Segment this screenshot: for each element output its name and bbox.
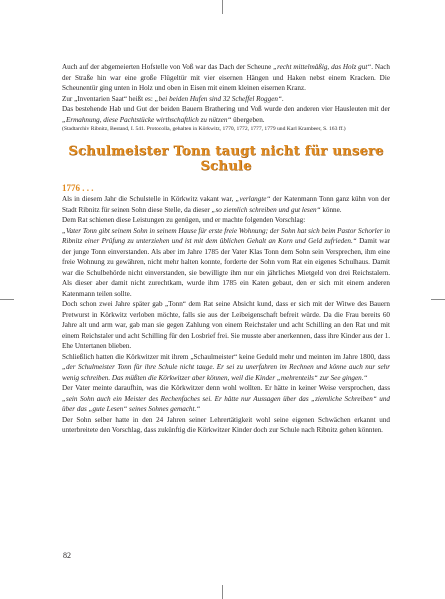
intro-paragraph-2: Zur „Inventarien Saat“ heißt es: „bei beiden Hufen sind 32 Scheffel Roggen“. xyxy=(62,94,284,103)
crop-mark-top xyxy=(222,0,223,14)
section-heading: Schulmeister Tonn taugt nicht für unsere Schule xyxy=(68,144,384,174)
paragraph-2: Dem Rat schienen diese Leistungen zu genügen, und er machte folgenden Vorschlag: xyxy=(62,216,306,224)
paragraph-3: „Vater Tonn gibt seinem Sohn in seinem Hause für erste freie Wohnung; der Sohn hat sich beim Pastor Schorler in Ribnitz einer Prüfung zu unterziehen und ist mit dem üblichen Gehalt an Korn und Geld zufrieden.“ Damit war der junge Tonn einverstanden. Als aber im Jahre 1785 der Vater Klas Tonn dem Sohn sein Versprechen, ihm eine freie Wohnung zu gewähren, nicht mehr halten konnte, forderte der Sohn vom Rat ein eigenes Schulhaus. Damit war die Schulbehörde nicht einverstanden, sie bewilligte ihm nur ein jährliches Mietgeld von drei Reichstalern. Als dieser aber damit nicht zurechtkam, wurde ihm 1785 ein Katen gebaut, den er sich mit einem anderen Katenmann teilen sollte. xyxy=(62,226,391,298)
page-content xyxy=(62,62,390,436)
paragraph-4: Doch schon zwei Jahre später gab „Tonn“ dem Rat seine Absicht kund, dass er sich mit der Witwe des Bauern Pretwurst in Körkwitz verloben möchte, falls sie aus der Leibeigenschaft befreit würde. Da die Frau bereits 60 Jahre alt und arm war, gab man sie gegen Zahlung von einem Reichstaler und acht Schilling an den Rat und mit einem Reichstaler und acht Schilling für den Losbrief frei. Sie musste aber anerkennen, dass ihre Kinder aus der 1. Ehe Untertanen blieben. xyxy=(62,300,390,350)
page-number: 82 xyxy=(63,551,71,560)
crop-mark-bottom xyxy=(222,585,223,599)
paragraph-1: Als in diesem Jahr die Schulstelle in Körkwitz vakant war, „verlangte“ der Katenmann Tonn ganz kühn von der Stadt Ribnitz für seinen Sohn diese Stelle, da dieser „so ziemlich schreiben und gut lesen“ könne. xyxy=(62,195,390,214)
crop-mark-right xyxy=(431,299,445,300)
paragraph-6: Der Vater meinte daraufhin, was die Körkwitzer denn wohl wollten. Er hätte in keiner Weise versprochen, dass „sein Sohn auch ein Meister des Rechenfaches sei. Er hätte nur Aussagen über das „ziemliche Schreiben“ und über das „gute Lesen“ seines Sohnes gemacht.“ xyxy=(62,384,390,413)
intro-paragraph-1: Auch auf der abgemeierten Hofstelle von Voß war das Dach der Scheune „recht mittelmäßig, das Holz gut“. Nach der Straße hin war eine große Flügeltür mit vier eisernen Hängen und Haken nebst einem Kracken. Die Scheunentür ging unten in Holz und oben in Eisen mit einem kleinen eisernen Kranz. xyxy=(62,63,390,92)
crop-mark-left xyxy=(0,299,14,300)
source-citation: (Stadtarchiv Ribnitz, Bestand, I. 541. Protocolla, gehalten in Körkwitz, 1770, 1772, 1777, 1779 und Karl Krambeer, S. 163 ff.) xyxy=(62,126,346,132)
year-label: 1776 . . . xyxy=(62,183,94,193)
paragraph-5: Schließlich hatten die Körkwitzer mit ihrem „Schaulmeister“ keine Geduld mehr und meinten im Jahre 1800, dass „der Schulmeister Tonn für ihre Schule nicht tauge. Er sei zu unerfahren im Rechnen und könne auch nur sehr wenig schreiben. Das müßten die Körkwitzer aber können, weil die Kinder „mehrenteils“ zur See gingen.“ xyxy=(62,352,390,382)
paragraph-7: Der Sohn selber hatte in den 24 Jahren seiner Lehrertätigkeit wohl seine eigenen Schwächen erkannt und unterbreitete den Vorschlag, dass zukünftig die Körkwitzer Kinder doch zur Schule nach Ribnitz gehen könnten. xyxy=(62,415,390,434)
intro-paragraph-3: Das bestehende Hab und Gut der beiden Bauern Brathering und Voß wurde den anderen vier Hausleuten mit der „Ermahnung, diese Pachtstücke wirthschaftlich zu nützen“ übergeben. xyxy=(62,105,390,124)
